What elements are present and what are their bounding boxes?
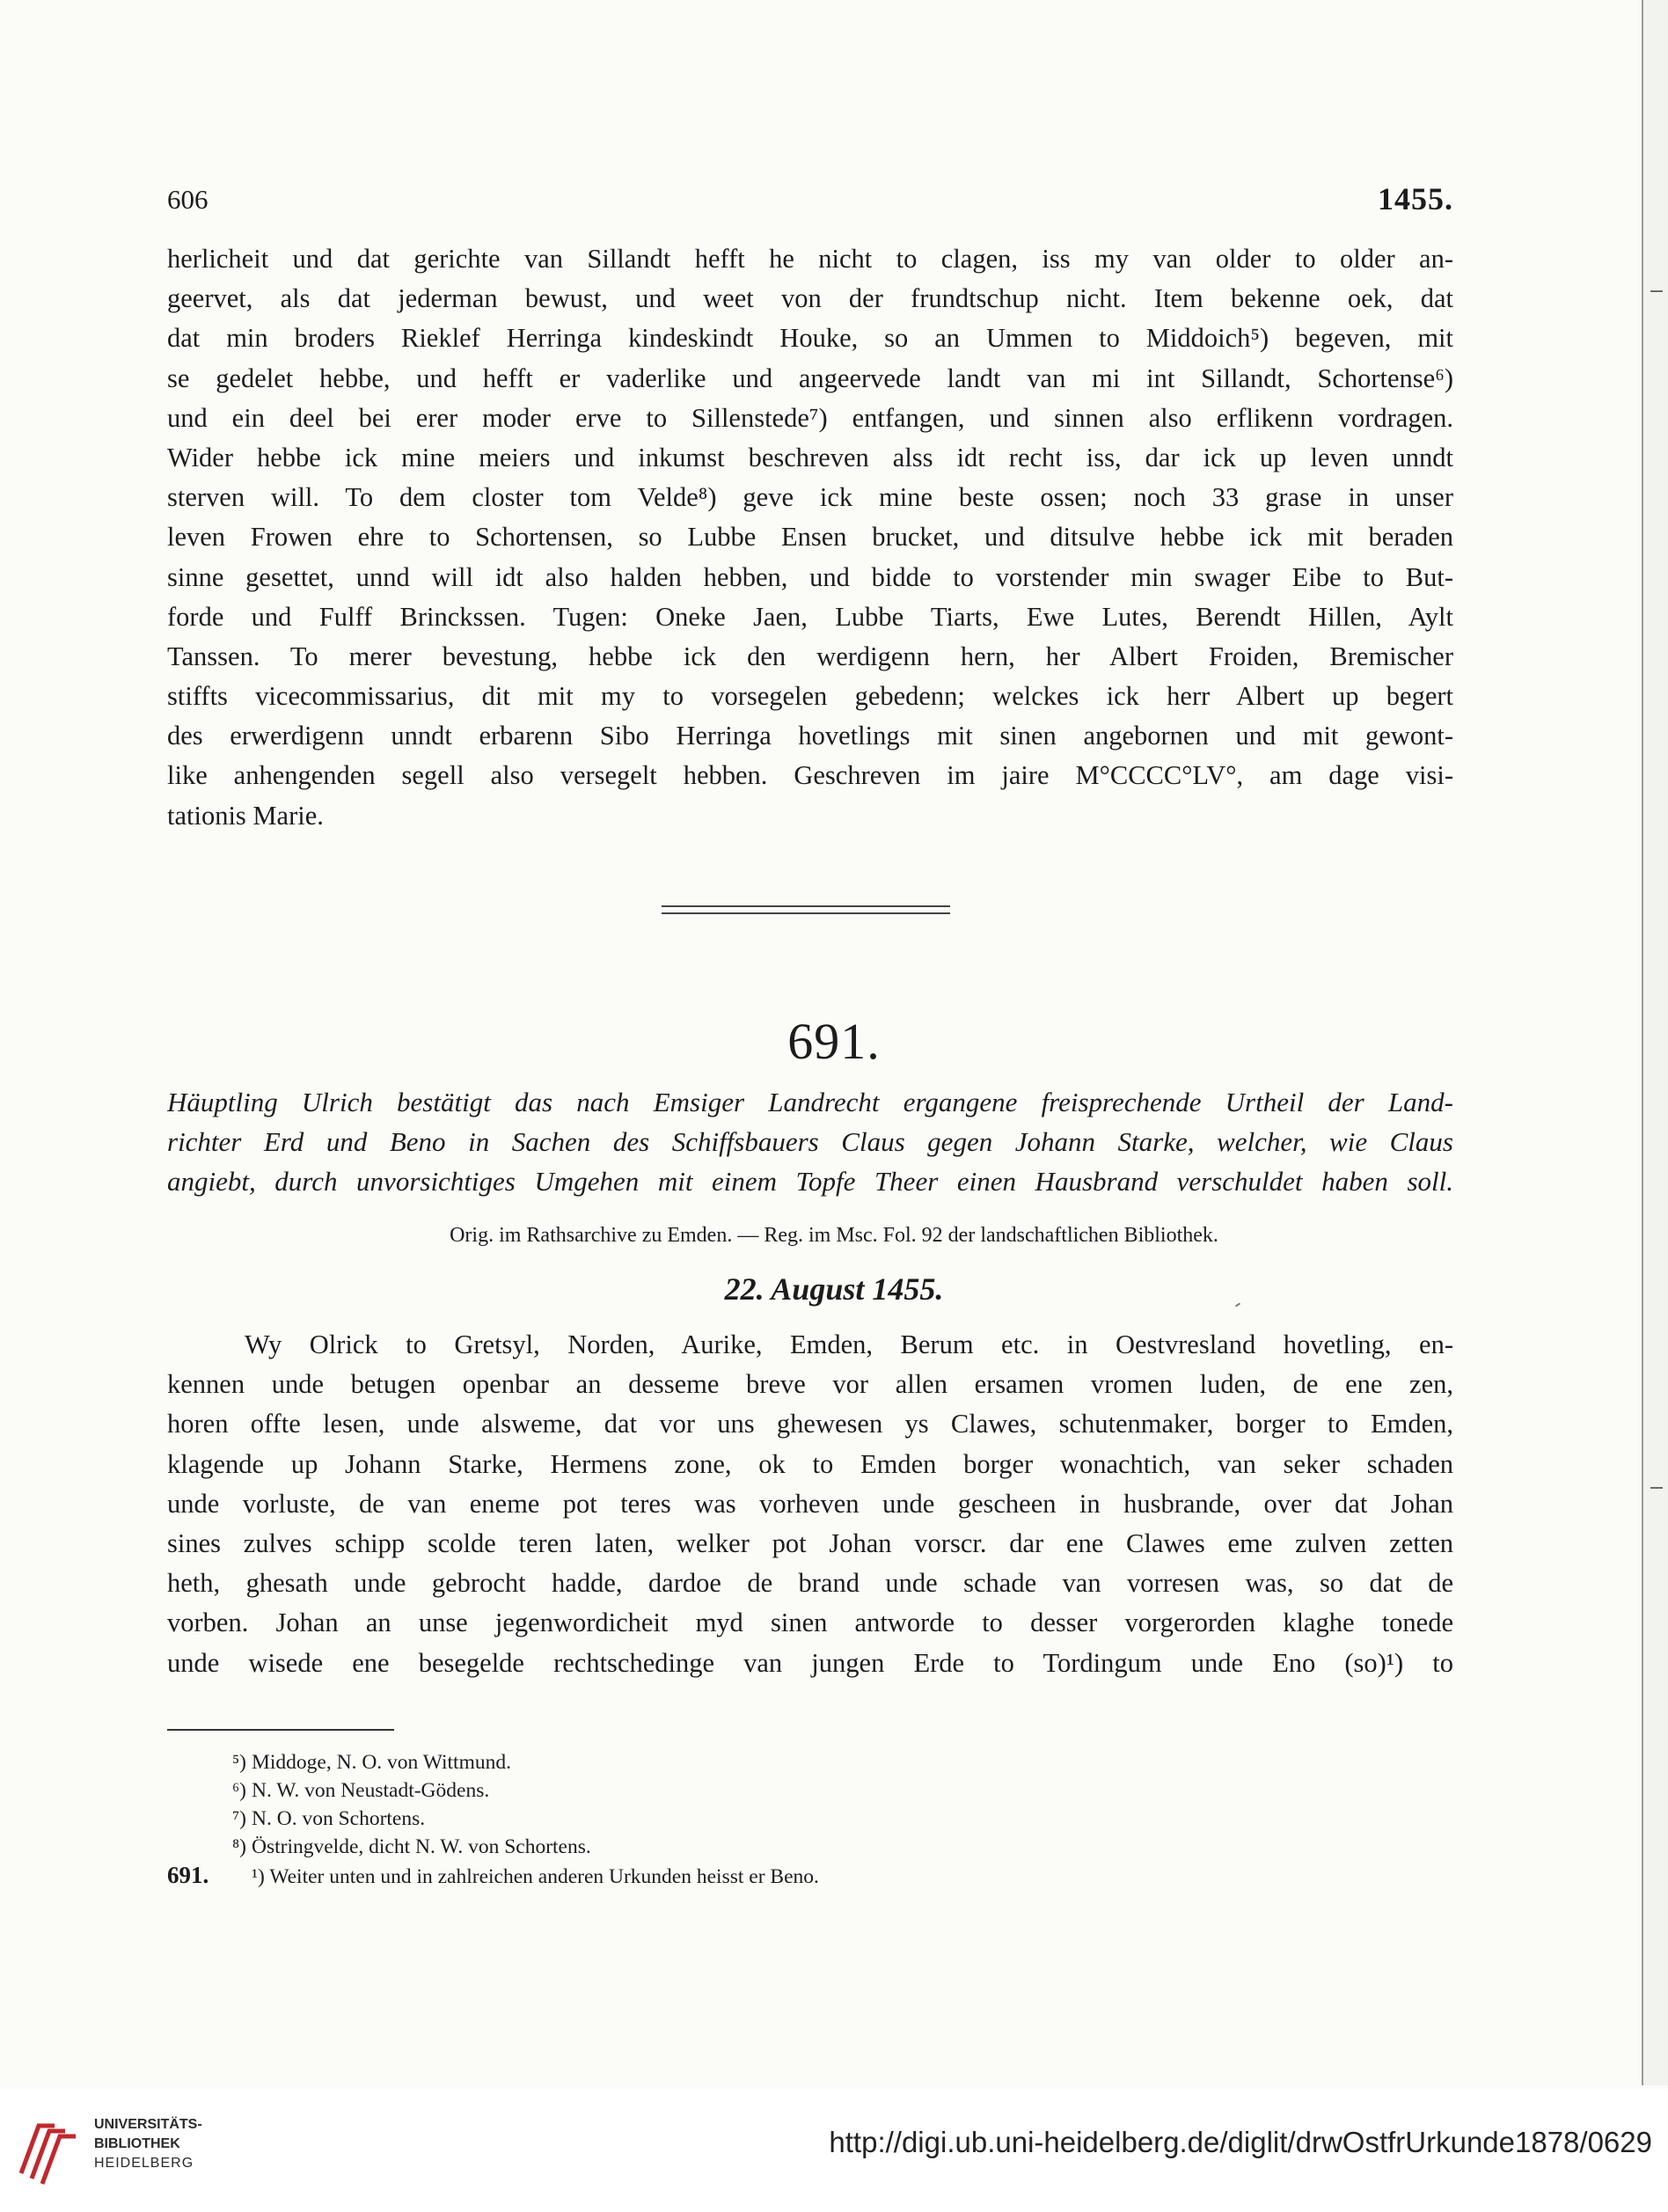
- library-name-line: HEIDELBERG: [94, 2156, 194, 2171]
- text-line: unde vorluste, de van eneme pot teres was vorheven unde gescheen in husbrande, over dat Johan: [167, 1488, 1453, 1519]
- text-line: sines zulves schipp scolde teren laten, welker pot Johan vorscr. dar ene Clawes eme zulven zetten: [167, 1527, 1453, 1558]
- footnote-text: N. W. von Neustadt-Gödens.: [252, 1779, 490, 1802]
- text-line: heth, ghesath unde gebrocht hadde, dardoe de brand unde schade van vorresen was, so dat de: [167, 1568, 1453, 1599]
- footnote: [167, 1776, 1311, 1805]
- text-line: se gedelet hebbe, und hefft er vaderlike und angeervede landt van mi int Sillandt, Schortense⁶): [167, 363, 1453, 393]
- footnotes: [167, 1748, 1311, 1889]
- text-line: und ein deel bei erer moder erve to Sillenstede⁷) entfangen, und sinnen also erflikenn vordragen.: [167, 402, 1453, 433]
- continued-text: [167, 239, 1453, 836]
- running-header: [167, 180, 1453, 224]
- document-number: 691.: [787, 1013, 881, 1070]
- text-line: sinne gesettet, unnd will idt also halden hebben, und bidde to vorstender min swager Eibe to But-: [167, 561, 1453, 592]
- regest-line: richter Erd und Beno in Sachen des Schiffsbauers Claus gegen Johann Starke, welcher, wie Claus: [167, 1126, 1453, 1157]
- section-divider: [662, 905, 950, 914]
- text-line: like anhengenden segell also versegelt hebben. Geschreven im jaire M°CCCC°LV°, am dage visi-: [167, 760, 1453, 791]
- page-number: 606: [167, 184, 208, 215]
- text-line: Tanssen. To merer bevestung, hebbe ick den werdigenn hern, her Albert Froiden, Bremischer: [167, 641, 1453, 671]
- footnote-text: Östringvelde, dicht N. W. von Schortens.: [252, 1835, 591, 1858]
- edge-mark: [1650, 1487, 1663, 1489]
- text-line: horen offte lesen, unde alsweme, dat vor uns ghewesen ys Clawes, schutenmaker, borger to Emden,: [167, 1409, 1453, 1439]
- text-line: stiffts vicecommissarius, dit mit my to vorsegelen gebedenn; welckes ick herr Albert up begert: [167, 681, 1453, 712]
- permalink-url[interactable]: http://digi.ub.uni-heidelberg.de/diglit/drwOstfrUrkunde1878/0629: [829, 2126, 1652, 2158]
- text-line: forde und Fulff Brinckssen. Tugen: Oneke Jaen, Lubbe Tiarts, Ewe Lutes, Berendt Hillen, Aylt: [167, 601, 1453, 632]
- document-text: [167, 1325, 1453, 1683]
- library-name-line: UNIVERSITÄTS-: [94, 2117, 202, 2132]
- regest-summary: [167, 1082, 1453, 1201]
- footnote: [167, 1805, 1311, 1833]
- footnote-text: Weiter unten und in zahlreichen anderen Urkunden heisst er Beno.: [269, 1865, 819, 1888]
- footnote-text: N. O. von Schortens.: [252, 1807, 426, 1830]
- text-line: unde wisede ene besegelde rechtschedinge van jungen Erde to Tordingum unde Eno (so)¹) to: [167, 1647, 1453, 1678]
- library-name-line: BIBLIOTHEK: [94, 2136, 180, 2151]
- library-name: [94, 2115, 202, 2173]
- footnote-mark: ¹): [252, 1865, 265, 1888]
- text-line: Wider hebbe ick mine meiers und inkumst beschreven alss idt recht iss, dar ick up leven unndt: [167, 442, 1453, 472]
- footnote-mark: ⁶): [231, 1779, 246, 1802]
- footnote-mark: ⁷): [231, 1807, 246, 1830]
- text-line: geervet, als dat jederman bewust, und weet von der frundtschup nicht. Item bekenne oek, dat: [167, 283, 1453, 314]
- running-year: 1455.: [1378, 181, 1453, 216]
- text-line: dat min broders Rieklef Herringa kindeskindt Houke, so an Ummen to Middoich⁵) begeven, mit: [167, 323, 1453, 354]
- footnote: [167, 1833, 1311, 1861]
- footnote-rule: [167, 1729, 394, 1731]
- digitization-footer: [0, 2089, 1668, 2212]
- footnote-mark: ⁵): [231, 1751, 246, 1774]
- footnote: [167, 1861, 1311, 1889]
- regest-line: Häuptling Ulrich bestätigt das nach Emsiger Landrecht ergangene freisprechende Urtheil der Land-: [167, 1087, 1453, 1117]
- document-date: 22. August 1455.: [724, 1271, 944, 1307]
- text-line: des erwerdigenn unndt erbarenn Sibo Herringa hovetlings mit sinen angebornen und mit gewont-: [167, 721, 1453, 751]
- text-line: tationis Marie.: [167, 800, 324, 831]
- text-line: leven Frowen ehre to Schortensen, so Lubbe Ensen brucket, und ditsulve hebbe ick mit beraden: [167, 522, 1453, 553]
- footnote-text: Middoge, N. O. von Wittmund.: [252, 1751, 511, 1774]
- text-line: kennen unde betugen openbar an desseme breve vor allen ersamen vromen luden, de ene zen,: [167, 1369, 1453, 1400]
- footnote-mark: ⁸): [231, 1835, 246, 1858]
- source-note: Orig. im Rathsarchive zu Emden. — Reg. im Msc. Fol. 92 der landschaftlichen Bibliothek.: [450, 1224, 1218, 1247]
- footnote-doc-number: 691.: [167, 1862, 209, 1888]
- text-line: sterven will. To dem closter tom Velde⁸) geve ick mine beste ossen; noch 33 grase in unser: [167, 482, 1453, 513]
- text-line: klagende up Johann Starke, Hermens zone, ok to Emden borger wonachtich, van seker schaden: [167, 1448, 1453, 1479]
- regest-line: angiebt, durch unvorsichtiges Umgehen mit einem Topfe Theer einen Hausbrand verschuldet haben soll.: [167, 1166, 1453, 1197]
- edge-mark: [1650, 290, 1663, 292]
- text-line: herlicheit und dat gerichte van Sillandt hefft he nicht to clagen, iss my van older to older an-: [167, 244, 1453, 274]
- text-line: Wy Olrick to Gretsyl, Norden, Aurike, Emden, Berum etc. in Oestvresland hovetling, en-: [245, 1329, 1453, 1359]
- library-logo-icon: [12, 2108, 84, 2187]
- text-line: vorben. Johan an unse jegenwordicheit myd sinen antworde to desser vorgerorden klaghe tonede: [167, 1608, 1453, 1638]
- footnote: [167, 1748, 1311, 1776]
